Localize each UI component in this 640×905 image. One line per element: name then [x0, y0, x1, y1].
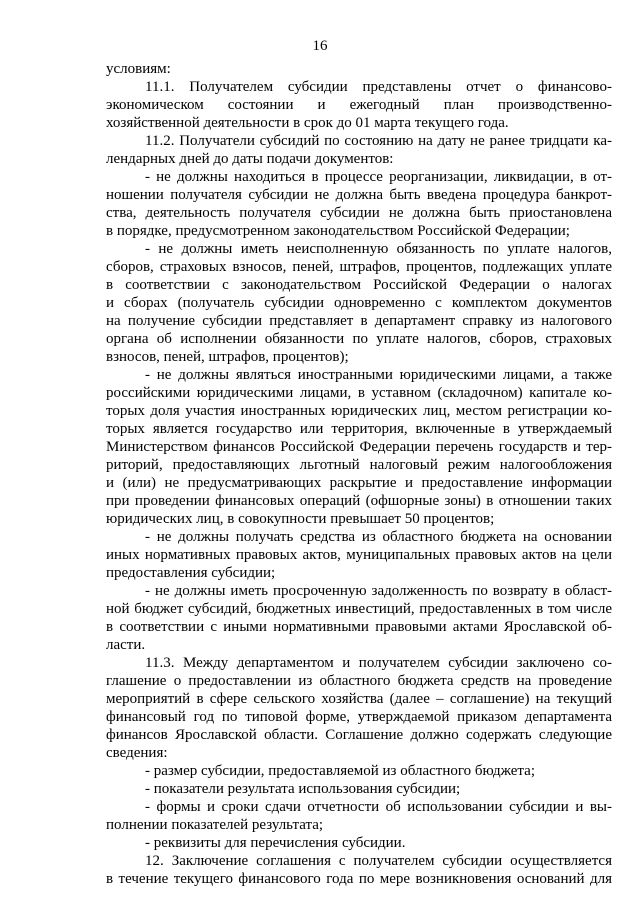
text-line: финансов Ярославской области. Соглашение должно содержать следующие	[106, 727, 612, 743]
paragraph	[106, 834, 612, 852]
text-line: при проведении финансовых операций (офшорные зоны) в отношении таких	[106, 493, 612, 509]
paragraph	[106, 528, 612, 582]
text-line: в течение текущего финансового года по мере возникновения оснований для	[106, 871, 612, 887]
text-line: хозяйственной деятельности в срок до 01 марта текущего года.	[106, 115, 509, 131]
text-line: Министерством финансов Российской Федерации перечень государств и тер-	[106, 439, 612, 455]
text-line: взносов, пеней, штрафов, процентов);	[106, 349, 349, 365]
text-line: - не должны иметь просроченную задолженность по возврату в област-	[145, 583, 612, 599]
text-line: на получение субсидии представляет в департамент справку из налогового	[106, 313, 612, 329]
text-line: риторий, предоставляющих льготный налоговый режим налогообложения	[106, 457, 612, 473]
paragraph	[106, 78, 612, 132]
document-body	[106, 60, 612, 888]
text-line: условиям:	[106, 61, 171, 77]
text-line: - формы и сроки сдачи отчетности об использовании субсидии и вы-	[145, 799, 612, 815]
text-line: глашение о предоставлении из областного бюджета средств на проведение	[106, 673, 612, 689]
paragraph	[106, 780, 612, 798]
paragraph	[106, 168, 612, 240]
text-line: торых доля участия иностранных юридических лиц, местом регистрации ко-	[106, 403, 612, 419]
text-line: иных нормативных правовых актов, муниципальных правовых актов на цели	[106, 547, 612, 563]
text-line: - не должны получать средства из областного бюджета на основании	[145, 529, 612, 545]
paragraph	[106, 60, 612, 78]
text-line: сборов, страховых взносов, пеней, штрафов, процентов, подлежащих уплате	[106, 259, 612, 275]
page-number: 16	[312, 38, 328, 54]
text-line: ной бюджет субсидий, бюджетных инвестиций, предоставленных в том числе	[106, 601, 612, 617]
text-line: - не должны находиться в процессе реорганизации, ликвидации, в от-	[145, 169, 612, 185]
paragraph	[106, 582, 612, 654]
text-line: ства, деятельность получателя субсидии не должна быть приостановлена	[106, 205, 612, 221]
text-line: ласти.	[106, 637, 146, 653]
text-line: в соответствии с иными нормативными правовыми актами Ярославской об-	[106, 619, 612, 635]
text-line: 11.1. Получателем субсидии представлены отчет о финансово-	[145, 79, 612, 95]
text-line: сведения:	[106, 745, 168, 761]
text-line: ношении получателя субсидии не должна быть введена процедура банкрот-	[106, 187, 612, 203]
text-line: 12. Заключение соглашения с получателем субсидии осуществляется	[145, 853, 612, 869]
paragraph	[106, 132, 612, 168]
text-line: финансовый год по типовой форме, утверждаемой приказом департамента	[106, 709, 612, 725]
text-line: предоставления субсидии;	[106, 565, 276, 581]
paragraph	[106, 852, 612, 888]
text-line: лендарных дней до даты подачи документов:	[106, 151, 394, 167]
text-line: и сборах (получатель субсидии одновременно с комплектом документов	[106, 295, 612, 311]
text-line: - показатели результата использования субсидии;	[145, 781, 461, 797]
text-line: органа об исполнении обязанности по уплате налогов, сборов, страховых	[106, 331, 612, 347]
text-line: 11.3. Между департаментом и получателем субсидии заключено со-	[145, 655, 612, 671]
paragraph	[106, 654, 612, 762]
text-line: в соответствии с законодательством Российской Федерации о налогах	[106, 277, 612, 293]
text-line: - не должны иметь неисполненную обязанность по уплате налогов,	[145, 241, 612, 257]
text-line: - размер субсидии, предоставляемой из областного бюджета;	[145, 763, 535, 779]
text-line: и (или) не предусматривающих раскрытие и предоставление информации	[106, 475, 612, 491]
paragraph	[106, 240, 612, 366]
text-line: мероприятий в сфере сельского хозяйства (далее – соглашение) на текущий	[106, 691, 612, 707]
paragraph	[106, 762, 612, 780]
text-line: - не должны являться иностранными юридическими лицами, а также	[145, 367, 612, 383]
paragraph	[106, 798, 612, 834]
text-line: российскими юридическими лицами, в уставном (складочном) капитале ко-	[106, 385, 612, 401]
text-line: 11.2. Получатели субсидий по состоянию на дату не ранее тридцати ка-	[145, 133, 612, 149]
text-line: экономическом состоянии и ежегодный план производственно-	[106, 97, 612, 113]
text-line: торых является государство или территория, включенные в утверждаемый	[106, 421, 612, 437]
paragraph	[106, 366, 612, 528]
text-line: в порядке, предусмотренном законодательством Российской Федерации;	[106, 223, 570, 239]
text-line: - реквизиты для перечисления субсидии.	[145, 835, 406, 851]
text-line: юридических лиц, в совокупности превышает 50 процентов;	[106, 511, 495, 527]
text-line: полнении показателей результата;	[106, 817, 324, 833]
